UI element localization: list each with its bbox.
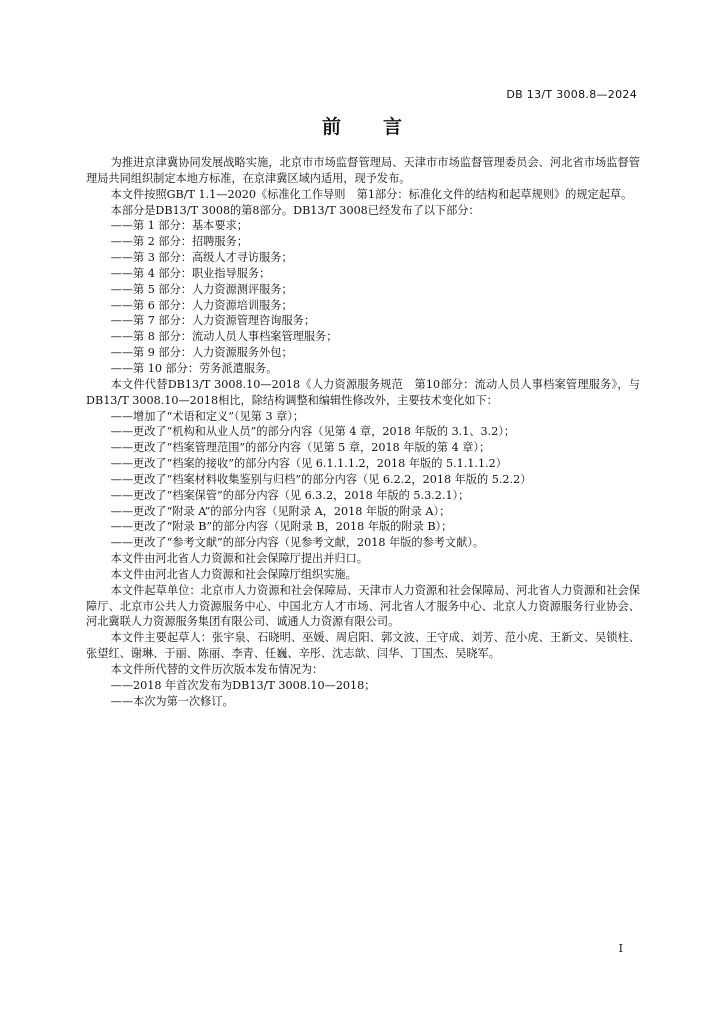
list-item: ——第 5 部分：人力资源测评服务； — [110, 282, 293, 296]
change-item: ——更改了“档案管理范围”的部分内容（见第 5 章，2018 年版的第 4 章）； — [110, 441, 491, 455]
history-item: ——2018 年首次发布为DB13/T 3008.10—2018； — [110, 678, 376, 692]
change-item: ——更改了“附录 B”的部分内容（见附录 B，2018 年版的附录 B）； — [110, 520, 453, 534]
history-item: ——本次为第一次修订。 — [110, 694, 234, 708]
change-item: ——更改了“档案保管”的部分内容（见 6.3.2，2018 年版的 5.3.2.1）； — [110, 488, 470, 502]
list-item: ——第 1 部分：基本要求； — [110, 219, 248, 233]
foreword-body — [86, 155, 640, 710]
change-item: ——更改了“档案材料收集鉴别与归档”的部分内容（见 6.2.2，2018 年版的 5.2.2） — [110, 472, 532, 486]
list-item: ——第 6 部分：人力资源培训服务； — [110, 298, 293, 312]
paragraph-drafters: 本文件主要起草人：张宇泉、石晓明、巫媛、周启阳、郭文波、王守成、刘芳、范小虎、王新文、吴锁柱、张望红、谢琳、于丽、陈丽、李青、任巍、辛彤、沈志歆、闫华、丁国杰、吴晓军。 — [86, 631, 640, 661]
title-char-1: 前 — [321, 116, 341, 138]
list-item: ——第 3 部分：高级人才寻访服务； — [110, 251, 293, 265]
paragraph-purpose: 为推进京津冀协同发展战略实施，北京市市场监督管理局、天津市市场监督管理委员会、河北省市场监督管理局共同组织制定本地方标准，在京津冀区域内适用，现予发布。 — [86, 156, 640, 185]
paragraph-history-intro: 本文件所代替的文件历次版本发布情况为： — [110, 663, 324, 676]
paragraph-drafting-rules: 本文件按照GB/T 1.1—2020《标准化工作导则 第1部分：标准化文件的结构和起草规则》的规定起草。 — [110, 187, 633, 201]
paragraph-implementer: 本文件由河北省人力资源和社会保障厅组织实施。 — [110, 567, 357, 581]
list-item: ——第 4 部分：职业指导服务； — [110, 266, 271, 280]
change-item: ——更改了“参考文献”的部分内容（见参考文献，2018 年版的参考文献）。 — [110, 536, 485, 550]
page-title — [0, 112, 724, 139]
paragraph-replacement: 本文件代替DB13/T 3008.10—2018《人力资源服务规范 第10部分：流动人员人事档案管理服务》，与DB13/T 3008.10—2018相比，除结构调整和编辑性修改外，主要技术变化如下： — [86, 377, 640, 407]
change-item: ——增加了“术语和定义”（见第 3 章）； — [110, 409, 305, 423]
standard-code: DB 13/T 3008.8—2024 — [506, 88, 637, 101]
change-item: ——更改了“附录 A”的部分内容（见附录 A，2018 年版的附录 A）； — [110, 504, 451, 518]
list-item: ——第 10 部分：劳务派遣服务。 — [110, 361, 278, 375]
change-item: ——更改了“档案的接收”的部分内容（见 6.1.1.1.2，2018 年版的 5.1.1.1.2） — [110, 457, 507, 471]
list-item: ——第 7 部分：人力资源管理咨询服务； — [110, 314, 316, 328]
paragraph-part-info: 本部分是DB13/T 3008的第8部分。DB13/T 3008已经发布了以下部分： — [110, 203, 480, 217]
paragraph-drafting-units: 本文件起草单位：北京市人力资源和社会保障局、天津市人力资源和社会保障局、河北省人力资源和社会保障厅、北京市公共人力资源服务中心、中国北方人才市场、河北省人才服务中心、北京人力资源服务行业协会、河北冀联人力资源服务集团有限公司、诚通人力资源有限公司。 — [86, 583, 640, 629]
change-item: ——更改了“机构和从业人员”的部分内容（见第 4 章，2018 年版的 3.1、3.2）； — [110, 425, 516, 439]
paragraph-proposer: 本文件由河北省人力资源和社会保障厅提出并归口。 — [110, 552, 368, 566]
list-item: ——第 2 部分：招聘服务； — [110, 235, 248, 249]
title-char-2: 言 — [383, 116, 403, 138]
list-item: ——第 9 部分：人力资源服务外包； — [110, 346, 293, 360]
list-item: ——第 8 部分：流动人员人事档案管理服务； — [110, 330, 338, 344]
page-number: I — [618, 942, 623, 955]
